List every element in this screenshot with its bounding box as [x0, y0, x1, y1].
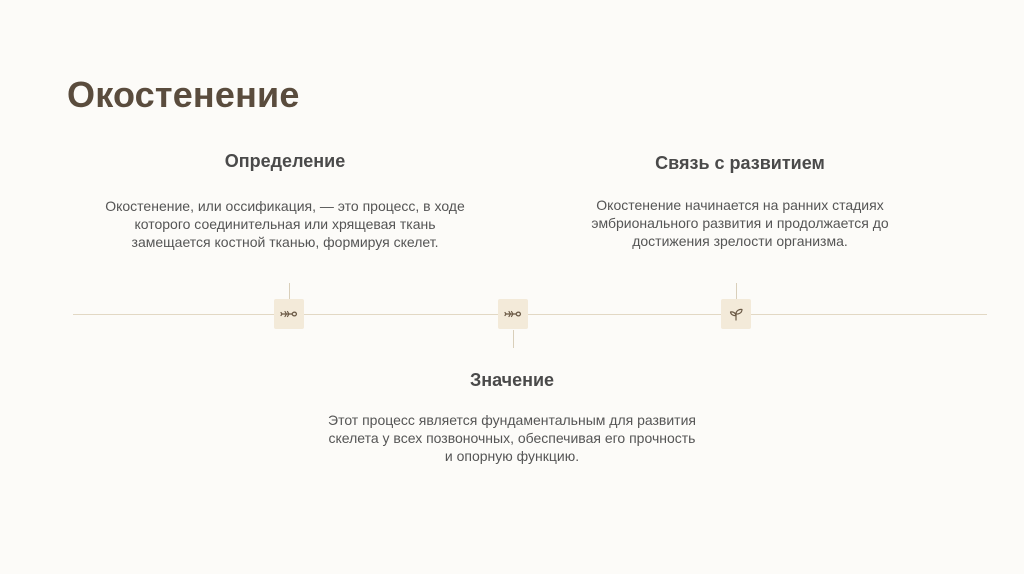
definition-heading: Определение [224, 151, 346, 171]
significance-text: Этот процесс является фундаментальным для развития скелета у всех позвоночных, обеспечивая его прочность и опорную функцию. [328, 412, 696, 464]
timeline-marker [274, 299, 304, 329]
page-title: Окостенение [67, 74, 300, 115]
timeline-connector [289, 283, 290, 299]
timeline-marker [498, 299, 528, 329]
development-text: Окостенение начинается на ранних стадиях эмбрионального развития и продолжается до достижения зрелости организма. [591, 197, 889, 249]
sprout-icon [727, 305, 745, 323]
fish-bone-icon [280, 305, 298, 323]
significance-heading: Значение [469, 370, 555, 390]
significance-section [290, 370, 734, 465]
timeline-connector [513, 330, 514, 348]
timeline-line [73, 314, 987, 315]
timeline-connector [736, 283, 737, 299]
fish-bone-icon [504, 305, 522, 323]
development-section [560, 153, 920, 250]
development-heading: Связь с развитием [655, 153, 825, 173]
definition-text: Окостенение, или оссификация, — это процесс, в ходе которого соединительная или хрящевая ткань замещается костной тканью, формируя скелет. [105, 198, 465, 250]
timeline-marker [721, 299, 751, 329]
definition-section [70, 151, 500, 251]
